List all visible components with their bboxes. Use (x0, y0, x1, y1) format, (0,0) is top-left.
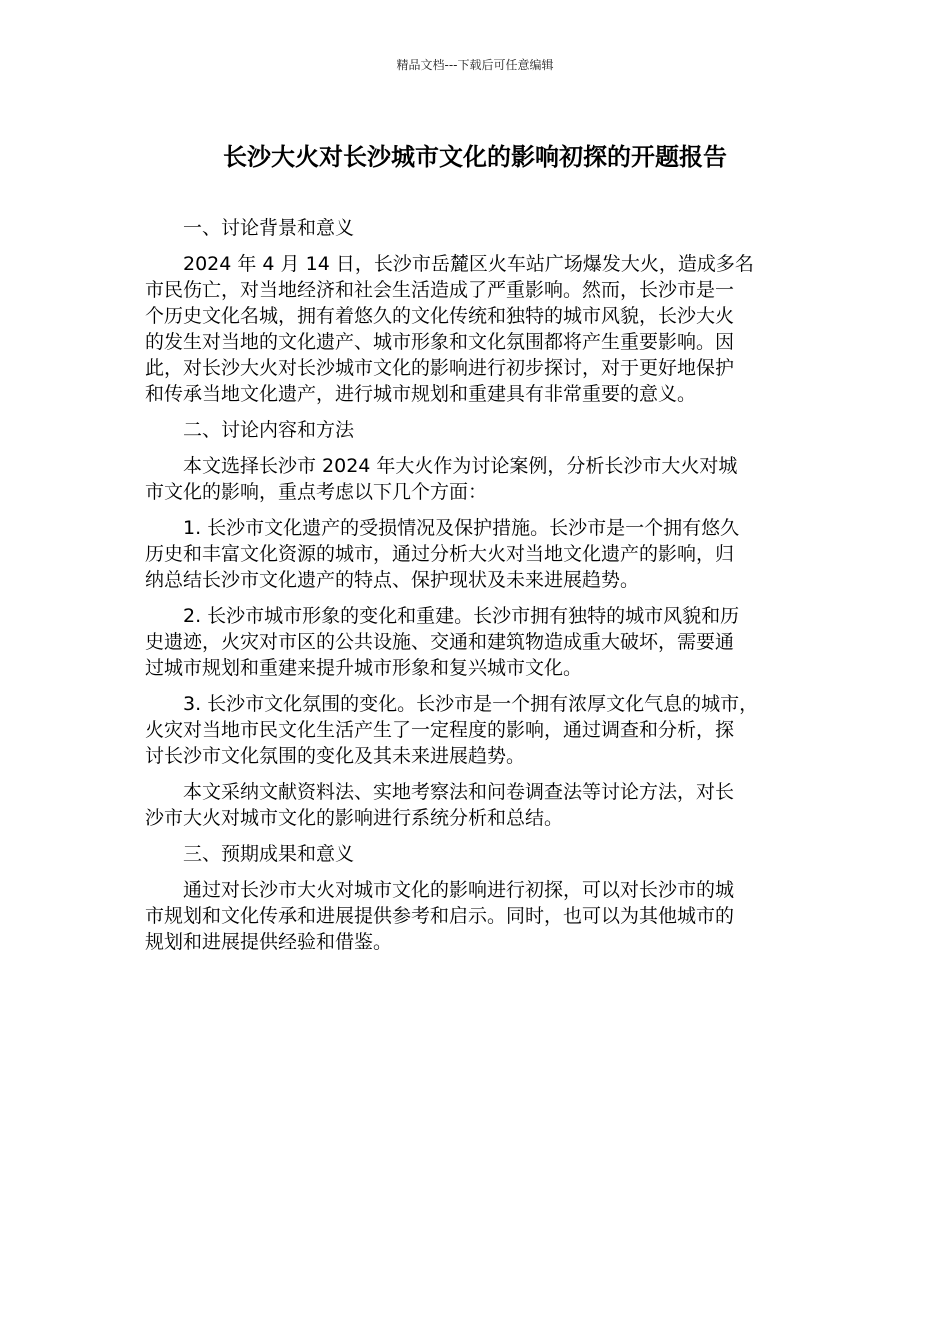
paragraph: 本文选择长沙市 2024 年大火作为讨论案例，分析长沙市大火对城 市文化的影响，重点考虑以下几个方面： (145, 455, 738, 503)
document-body (145, 215, 810, 965)
page-header-note: 精品文档---下载后可任意编辑 (396, 58, 554, 72)
list-item: 2. 长沙市城市形象的变化和重建。长沙市拥有独特的城市风貌和历 史遗迹，火灾对市区的公共设施、交通和建筑物造成重大破坏，需要通 过城市规划和重建来提升城市形象和复兴城市文化。 (145, 605, 740, 679)
section-heading: 三、预期成果和意义 (183, 843, 355, 865)
section-heading: 二、讨论内容和方法 (183, 419, 355, 441)
list-item: 1. 长沙市文化遗产的受损情况及保护措施。长沙市是一个拥有悠久 历史和丰富文化资源的城市，通过分析大火对当地文化遗产的影响，归 纳总结长沙市文化遗产的特点、保护现状及未来进展趋势。 (145, 517, 740, 591)
section-expected-results (145, 841, 810, 955)
document-title: 长沙大火对长沙城市文化的影响初探的开题报告 (223, 143, 727, 171)
paragraph: 本文采纳文献资料法、实地考察法和问卷调查法等讨论方法，对长 沙市大火对城市文化的影响进行系统分析和总结。 (145, 781, 735, 829)
section-background (145, 215, 810, 407)
list-item: 3. 长沙市文化氛围的变化。长沙市是一个拥有浓厚文化气息的城市， 火灾对当地市民文化生活产生了一定程度的影响，通过调查和分析，探 讨长沙市文化氛围的变化及其未来进展趋势。 (145, 693, 759, 767)
paragraph: 2024 年 4 月 14 日，长沙市岳麓区火车站广场爆发大火，造成多名 市民伤亡，对当地经济和社会生活造成了严重影响。然而，长沙市是一 个历史文化名城，拥有着悠久的文化传统和独特的城市风貌，长沙大火 的发生对当地的文化遗产、城市形象和文化氛围都将产生重要影响。因 此，对长沙大火对长沙城市文化的影响进行初步探讨，对于更好地保护 和传承当地文化遗产，进行城市规划和重建具有非常重要的意义。 (145, 253, 754, 405)
section-content-methods (145, 417, 810, 831)
paragraph: 通过对长沙市大火对城市文化的影响进行初探，可以对长沙市的城 市规划和文化传承和进展提供参考和启示。同时，也可以为其他城市的 规划和进展提供经验和借鉴。 (145, 879, 735, 953)
section-heading: 一、讨论背景和意义 (183, 217, 355, 239)
